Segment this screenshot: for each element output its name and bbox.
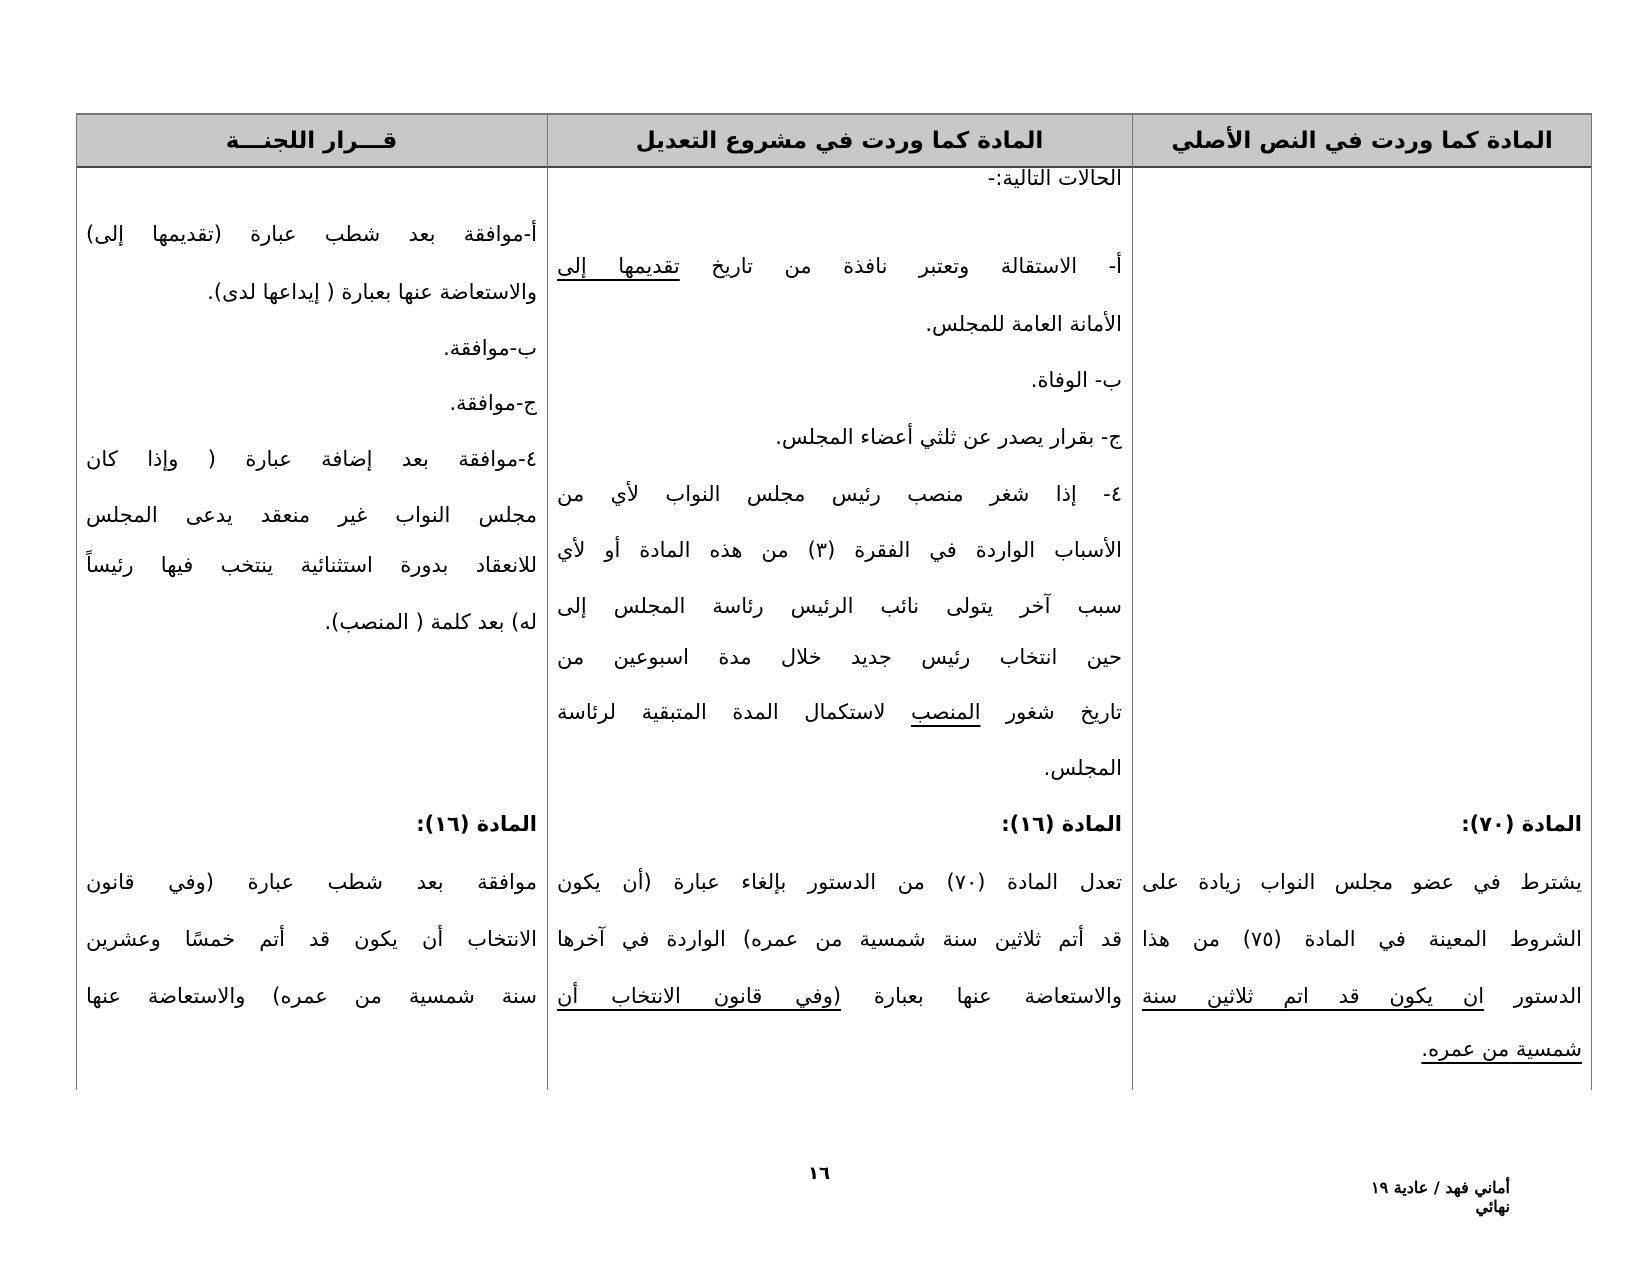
amendment-text-line [557,804,1122,844]
original-text-line [1142,1029,1582,1069]
line-text: حين انتخاب رئيس جديد خلال مدة اسبوعين من [557,645,1122,669]
amendment-text-line [557,360,1122,400]
comparison-table [76,113,1592,1090]
committee-text-line [86,328,537,368]
committee-text-line [86,495,537,535]
amendment-text-line [557,474,1122,514]
line-text: مجلس النواب غير منعقد يدعى المجلس [86,503,537,527]
column-amendment [547,113,1132,1090]
committee-text-line [86,862,537,902]
line-text: الأمانة العامة للمجلس. [925,312,1122,336]
line-text: تاريخ شغور [980,700,1122,724]
line-text: الدستور [1484,984,1583,1008]
column-committee-decision [76,113,547,1090]
line-text: موافقة بعد شطب عبارة (وفي قانون [86,870,537,894]
original-text-line [1142,804,1582,844]
line-text: تعدل المادة (٧٠) من الدستور بإلغاء عبارة (أن يكون [557,870,1122,894]
header-committee-decision: قـــرار اللجنـــة [76,113,547,168]
line-text: المادة (١٦): [416,812,537,836]
line-text: ج-موافقة. [449,391,537,415]
line-text: سبب آخر يتولى نائب الرئيس رئاسة المجلس إلى [557,594,1122,618]
underlined-text: (وفي قانون الانتخاب أن [557,984,842,1008]
committee-text-line [86,804,537,844]
line-text: الأسباب الواردة في الفقرة (٣) من هذه المادة أو لأي [557,538,1123,562]
amendment-text-line [557,862,1122,902]
line-text: الشروط المعينة في المادة (٧٥) من هذا [1142,927,1582,951]
line-text: الانتخاب أن يكون قد أتم خمسًا وعشرين [86,927,537,951]
committee-text-line [86,602,537,642]
committee-text-line [86,214,537,254]
amendment-text-line [557,692,1122,732]
amendment-text-line [557,637,1122,677]
underlined-text: المنصب [910,700,981,724]
committee-text-line [86,976,537,1016]
original-text-line [1142,976,1582,1016]
amendment-text-line [557,417,1122,457]
line-text: أ- الاستقالة وتعتبر نافذة من تاريخ [679,254,1123,278]
line-text: للانعقاد بدورة استثنائية ينتخب فيها رئيساً [86,553,537,577]
line-text: المادة (٧٠): [1461,812,1582,836]
committee-text-line [86,383,537,423]
underlined-text: ان يكون قد اتم ثلاثين سنة [1142,984,1485,1008]
original-text-line [1142,862,1582,902]
line-text: سنة شمسية من عمره) والاستعاضة عنها [86,984,537,1008]
committee-text-line [86,272,537,312]
line-text: المجلس. [1043,756,1122,780]
line-text: ج- بقرار يصدر عن ثلثي أعضاء المجلس. [775,425,1122,449]
line-text: الحالات التالية:- [987,166,1122,190]
line-text: والاستعاضة عنها بعبارة ( إيداعها لدى). [207,280,537,304]
column-original-text [1132,113,1592,1090]
amendment-text-line [557,304,1122,344]
line-text: يشترط في عضو مجلس النواب زيادة على [1142,870,1582,894]
amendment-text-line [557,530,1122,570]
header-amendment: المادة كما وردت في مشروع التعديل [547,113,1132,168]
footer-text: أماني فهد / عادية ١٩ نهائي [1371,1178,1510,1216]
committee-text-line [86,919,537,959]
committee-text-line [86,439,537,479]
line-text: ب-موافقة. [443,336,537,360]
line-text: المادة (١٦): [1001,812,1122,836]
line-text: والاستعاضة عنها بعبارة [841,984,1122,1008]
committee-text-line [86,545,537,585]
amendment-text-line [557,919,1122,959]
line-text: أ-موافقة بعد شطب عبارة (تقديمها إلى) [86,222,537,246]
page-number: ١٦ [808,1163,830,1184]
underlined-text: شمسية من عمره. [1421,1037,1582,1061]
amendment-text-line [557,748,1122,788]
original-text-line [1142,919,1582,959]
amendment-text-line [557,246,1122,286]
line-text: ٤-موافقة بعد إضافة عبارة ( وإذا كان [86,447,537,471]
line-text: له) بعد كلمة ( المنصب). [324,610,537,634]
amendment-text-line [557,158,1122,198]
line-text: لاستكمال المدة المتبقية لرئاسة [557,700,911,724]
amendment-text-line [557,976,1122,1016]
line-text: ٤- إذا شغر منصب رئيس مجلس النواب لأي من [557,482,1122,506]
line-text: قد أتم ثلاثين سنة شمسية من عمره) الواردة في آخرها [557,927,1122,951]
amendment-text-line [557,586,1122,626]
underlined-text: تقديمها إلى [557,254,680,278]
line-text: ب- الوفاة. [1030,368,1122,392]
header-original-text: المادة كما وردت في النص الأصلي [1132,113,1592,168]
